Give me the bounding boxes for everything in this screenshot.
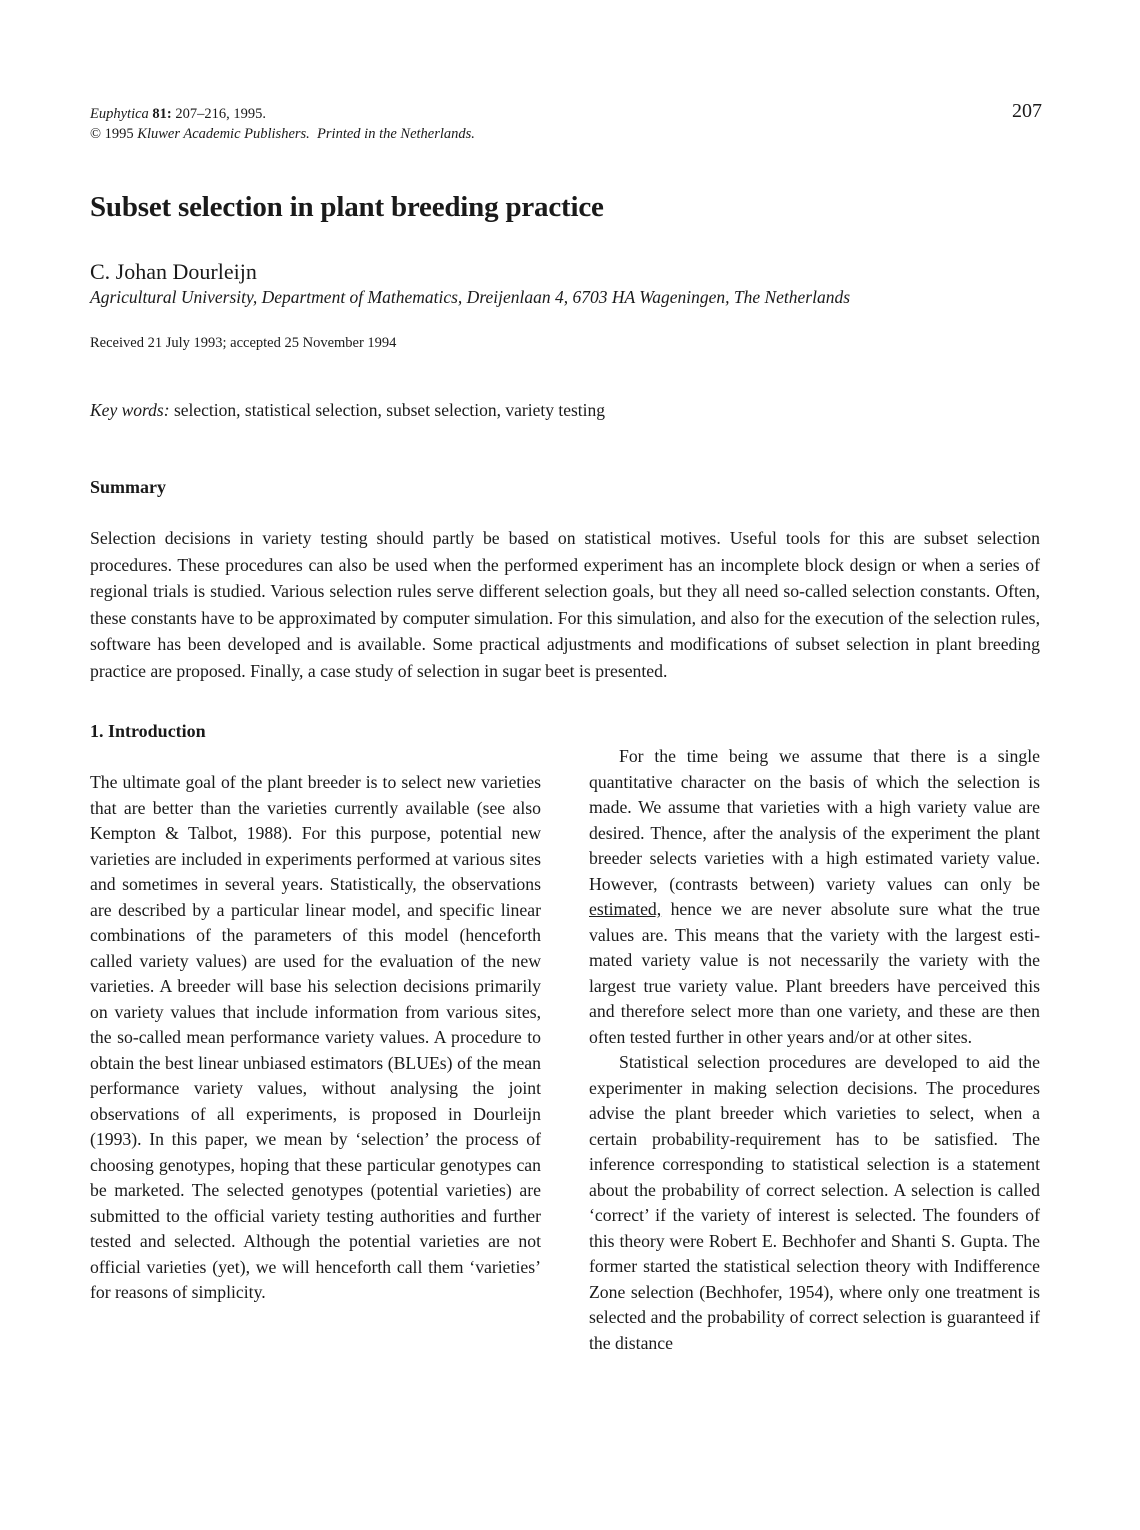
introduction-paragraph-2 bbox=[589, 744, 1040, 1050]
copyright-line bbox=[90, 124, 475, 144]
received-dates: Received 21 July 1993; accepted 25 November 1994 bbox=[90, 335, 397, 351]
publisher-name: Kluwer Academic Publishers. bbox=[137, 126, 310, 142]
underlined-word: estimated, bbox=[589, 899, 662, 919]
introduction-paragraph-3: Statistical selection procedures are developed to aid the experimenter in making selection decisions. The procedures advise the plant breeder which varieties to select, when a certain probability-requirement has to be satisfied. The inference corresponding to statistical selection is a statement about the probability of correct selection. A selection is called ‘correct’ if the variety of interest is selected. The founders of this theory were Robert E. Bechhofer and Shanti S. Gupta. The former started the statistical selection theory with Indifference Zone selection (Bechhofer, 1954), where only one treatment is selected and the probability of correct selection is guaranteed if the distance bbox=[589, 1052, 1040, 1353]
right-column bbox=[589, 744, 1040, 1356]
introduction-paragraph-1: The ultimate goal of the plant breeder is to select new varieties that are better than the varieties currently available (see also Kempton & Talbot, 1988). For this purpose, potential new varieties are included in experiments performed at various sites and sometimes in several years. Statistically, the observations are described by a particular linear model, and specific linear combinations of the parameters of this model (henceforth called variety values) are used for the evaluation of the new varieties. A breeder will base his selection decisions primarily on variety values that include information from various sites, the so-called mean performance variety values. A procedure to obtain the best linear unbiased estimators (BLUEs) of the mean performance variety values, without analysing the joint observations of all experiments, is proposed in Dourleijn (1993). In this paper, we mean by ‘selection’ the process of choosing genotypes, hoping that these particular genotypes can be marketed. The selected genotypes (potential varieties) are submitted to the official variety testing authorities and further tested and selected. Although the potential varieties are not official varieties (yet), we will henceforth call them ‘varieties’ for reasons of simplicity. bbox=[90, 772, 541, 1302]
printed-note: Printed in the Netherlands. bbox=[317, 126, 475, 142]
journal-pages-year: 207–216, 1995. bbox=[175, 106, 267, 122]
keywords-text: selection, statistical selection, subset selection, variety testing bbox=[173, 400, 606, 420]
paper-title: Subset selection in plant breeding practice bbox=[90, 191, 604, 223]
journal-name: Euphytica bbox=[90, 106, 149, 122]
copyright-year: 1995 bbox=[104, 126, 134, 142]
summary-heading: Summary bbox=[90, 477, 166, 497]
journal-header bbox=[90, 104, 475, 144]
keywords bbox=[90, 400, 605, 421]
copyright-symbol: © bbox=[90, 126, 102, 142]
paragraph-2-start: For the time being we assume that there is a single quantitative character on the basis of which the selection is made. We assume that varieties with a high variety value are desired. Thence, after the analysis of the experiment the plant breeder selects varieties with a high estimated variety value. However, (contrasts between) variety values can only be bbox=[589, 746, 1040, 894]
keywords-label: Key words: bbox=[90, 400, 170, 420]
citation-line bbox=[90, 104, 475, 124]
author-affiliation: Agricultural University, Department of Mathematics, Dreijenlaan 4, 6703 HA Wageningen, The Netherlands bbox=[90, 287, 851, 307]
left-column bbox=[90, 718, 541, 1306]
summary-text: Selection decisions in variety testing should partly be based on statistical motives. Useful tools for this are subset selection procedures. These procedures can also be used when the performed experiment has an incomplete block design or when a series of regional trials is studied. Various selection rules serve different selection goals, but they all need so-called selection constants. Often, these constants have to be approximated by computer simulation. For this simulation, and also for the execution of the selection rules, software has been developed and is available. Some practical adjustments and modifications of subset selection in plant breeding practice are proposed. Finally, a case study of selection in sugar beet is presented. bbox=[90, 528, 1040, 681]
page-number: 207 bbox=[1012, 100, 1042, 122]
author-name: C. Johan Dourleijn bbox=[90, 259, 257, 284]
introduction-heading: 1. Introduction bbox=[90, 721, 206, 741]
journal-volume: 81: bbox=[152, 106, 172, 122]
paragraph-2-end: hence we are never absolute sure what the true values are. This means that the variety with the largest estimated variety value is not necessarily the variety with the largest true variety value. Plant breeders have perceived this and therefore select more than one variety, and these are then often tested further in other years and/or at other sites. bbox=[589, 899, 1041, 1047]
